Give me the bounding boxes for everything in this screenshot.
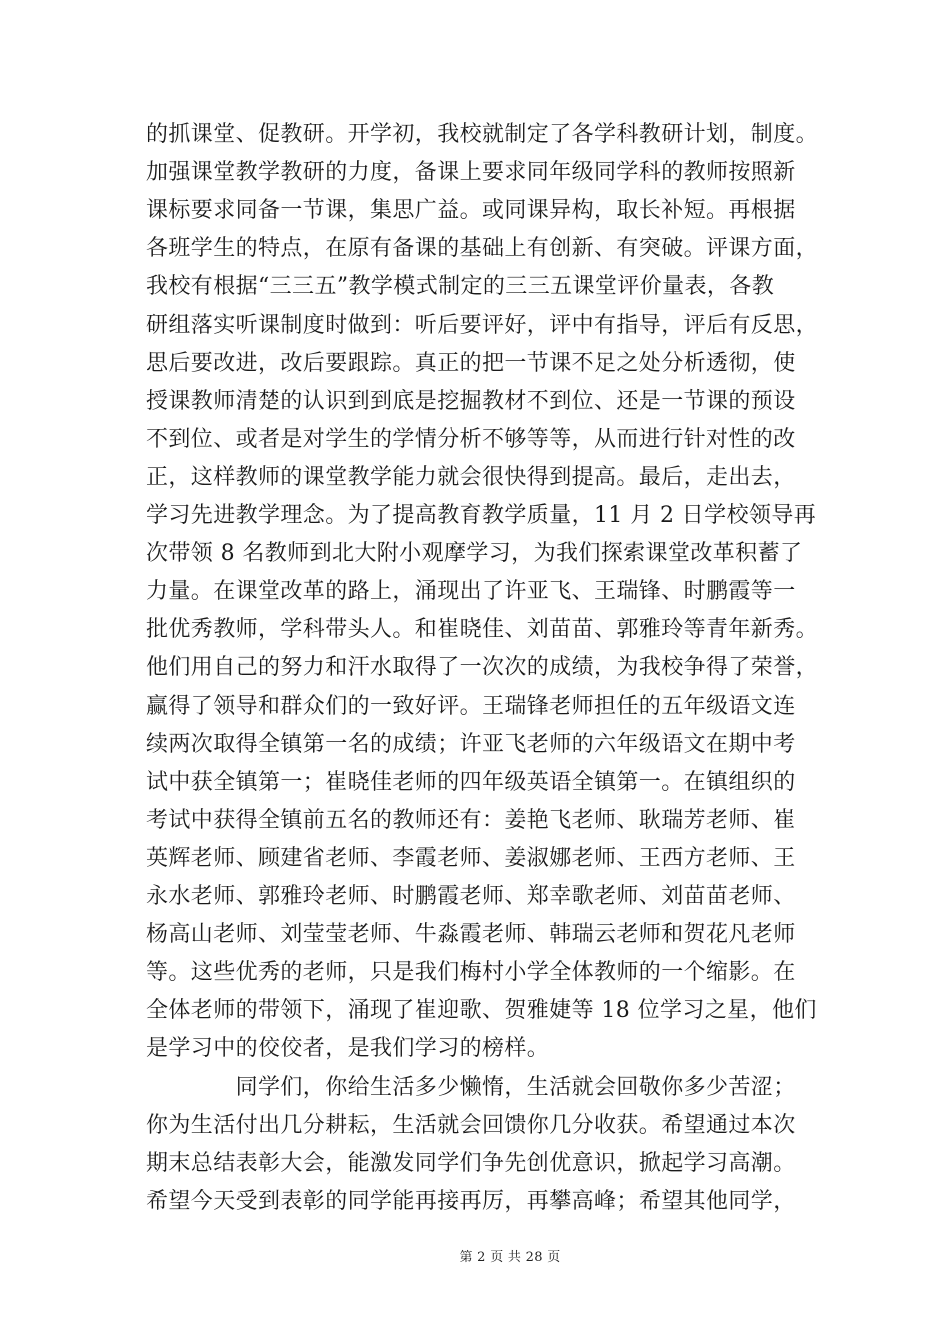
text-line: 加强课堂教学教研的力度，备课上要求同年级同学科的教师按照新 (146, 160, 796, 186)
text-line: 的抓课堂、促教研。开学初，我校就制定了各学科教研计划，制度。 (146, 122, 819, 147)
text-line: 是学习中的佼佼者，是我们学习的榜样。 (146, 1036, 550, 1062)
page-number: 第 2 页 共 28 页 (459, 1250, 561, 1265)
text-line: 各班学生的特点，在原有备课的基础上有创新、有突破。评课方面， (146, 236, 819, 262)
text-line: 批优秀教师，学科带头人。和崔晓佳、刘苗苗、郭雅玲等青年新秀。 (146, 617, 819, 643)
page-footer (0, 1246, 950, 1265)
text-line: 我校有根据“三三五”教学模式制定的三三五课堂评价量表，各教 (146, 274, 775, 300)
text-line: 正，这样教师的课堂教学能力就会很快得到提高。最后，走出去， (146, 464, 796, 490)
text-line: 不到位、或者是对学生的学情分析不够等等，从而进行针对性的改 (146, 426, 796, 452)
text-line: 思后要改进，改后要跟踪。真正的把一节课不足之处分析透彻，使 (146, 350, 796, 376)
text-line: 次带领 8 名教师到北大附小观摩学习，为我们探索课堂改革积蓄了 (146, 541, 803, 567)
text-line: 永水老师、郭雅玲老师、时鹏霞老师、郑幸歌老师、刘苗苗老师、 (146, 884, 796, 909)
text-line: 课标要求同备一节课，集思广益。或同课异构，取长补短。再根据 (146, 198, 796, 224)
text-line: 授课教师清楚的认识到到底是挖掘教材不到位、还是一节课的预设 (146, 388, 796, 414)
text-line: 同学们，你给生活多少懒惰，生活就会回敬你多少苦涩； (146, 1074, 796, 1100)
text-line: 杨高山老师、刘莹莹老师、牛淼霞老师、韩瑞云老师和贺花凡老师 (146, 922, 796, 948)
text-line: 希望今天受到表彰的同学能再接再厉，再攀高峰；希望其他同学， (146, 1188, 796, 1214)
text-line: 试中获全镇第一；崔晓佳老师的四年级英语全镇第一。在镇组织的 (146, 769, 796, 795)
text-line: 你为生活付出几分耕耘，生活就会回馈你几分收获。希望通过本次 (146, 1112, 796, 1138)
text-line: 考试中获得全镇前五名的教师还有：姜艳飞老师、耿瑞芳老师、崔 (146, 807, 796, 833)
text-line: 期末总结表彰大会，能激发同学们争先创优意识，掀起学习高潮。 (146, 1150, 796, 1176)
text-line: 研组落实听课制度时做到：听后要评好，评中有指导，评后有反思， (146, 312, 819, 338)
text-line: 赢得了领导和群众们的一致好评。王瑞锋老师担任的五年级语文连 (146, 693, 796, 719)
text-line: 续两次取得全镇第一名的成绩；许亚飞老师的六年级语文在期中考 (146, 731, 796, 757)
text-line: 英辉老师、顾建省老师、李霞老师、姜淑娜老师、王西方老师、王 (146, 845, 796, 871)
text-line: 他们用自己的努力和汗水取得了一次次的成绩，为我校争得了荣誉， (146, 655, 819, 681)
text-line: 全体老师的带领下，涌现了崔迎歌、贺雅婕等 18 位学习之星，他们 (146, 998, 817, 1024)
text-line: 力量。在课堂改革的路上，涌现出了许亚飞、王瑞锋、时鹏霞等一 (146, 579, 796, 605)
text-line: 学习先进教学理念。为了提高教育教学质量，11 月 2 日学校领导再 (146, 503, 817, 528)
text-line: 等。这些优秀的老师，只是我们梅村小学全体教师的一个缩影。在 (146, 960, 796, 986)
